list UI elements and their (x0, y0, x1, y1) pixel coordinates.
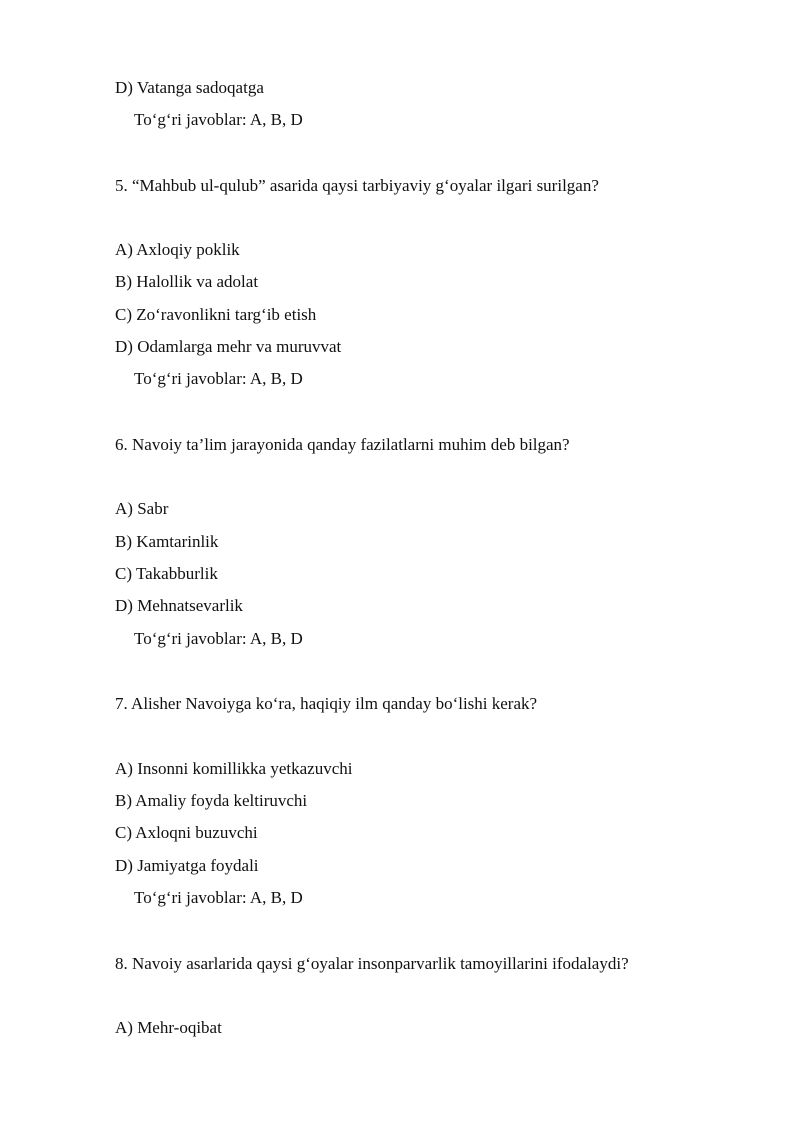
option-d-q7: D) Jamiyatga foydali (115, 856, 259, 875)
question-7: 7. Alisher Navoiyga ko‘ra, haqiqiy ilm qanday bo‘lishi kerak? (115, 694, 538, 713)
answer-q7: To‘g‘ri javoblar: A, B, D (134, 888, 303, 907)
question-8: 8. Navoiy asarlarida qaysi g‘oyalar insonparvarlik tamoyillarini ifodalaydi? (115, 954, 629, 973)
option-a-q8: A) Mehr-oqibat (115, 1018, 222, 1037)
answer-q4: To‘g‘ri javoblar: A, B, D (134, 110, 303, 129)
option-c-q6: C) Takabburlik (115, 564, 218, 583)
option-c-q7: C) Axloqni buzuvchi (115, 823, 258, 842)
answer-q5: To‘g‘ri javoblar: A, B, D (134, 369, 303, 388)
option-b-q6: B) Kamtarinlik (115, 532, 219, 551)
option-b-q5: B) Halollik va adolat (115, 272, 259, 291)
question-6: 6. Navoiy ta’lim jarayonida qanday fazilatlarni muhim deb bilgan? (115, 435, 570, 454)
option-a-q5: A) Axloqiy poklik (115, 240, 240, 259)
option-b-q7: B) Amaliy foyda keltiruvchi (115, 791, 308, 810)
option-a-q6: A) Sabr (115, 499, 169, 518)
option-d-q5: D) Odamlarga mehr va muruvvat (115, 337, 342, 356)
option-d-q6: D) Mehnatsevarlik (115, 596, 243, 615)
question-5: 5. “Mahbub ul-qulub” asarida qaysi tarbiyaviy g‘oyalar ilgari surilgan? (115, 176, 599, 195)
answer-q6: To‘g‘ri javoblar: A, B, D (134, 629, 303, 648)
option-d-q4: D) Vatanga sadoqatga (115, 78, 264, 97)
option-a-q7: A) Insonni komillikka yetkazuvchi (115, 759, 353, 778)
option-c-q5: C) Zo‘ravonlikni targ‘ib etish (115, 305, 317, 324)
